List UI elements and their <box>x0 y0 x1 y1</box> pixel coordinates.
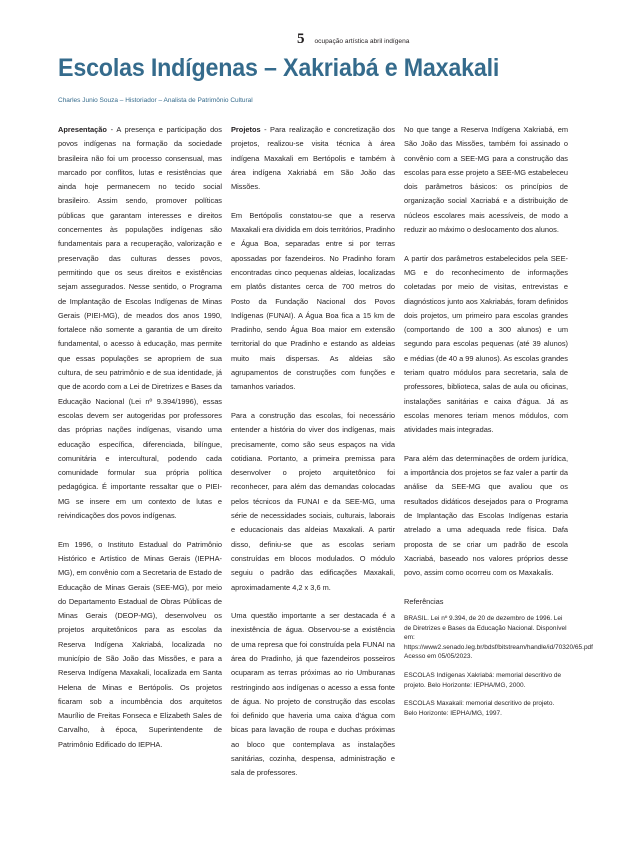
reference-item: BRASIL. Lei nº 9.394, de 20 de dezembro de 1996. Lei de Diretrizes e Bases da Educação Nacional. Disponível em: https://www2.senado.leg.br/bdsf/bitstream/handle/id/70320/65.pdf Acesso em 05/05/2023. <box>404 615 593 661</box>
text-column-1 <box>58 123 222 766</box>
article-title: Escolas Indígenas – Xakriabá e Maxakali <box>58 54 500 82</box>
paragraph-text: - A presença e participação dos povos indígenas na formação da sociedade brasileira não foi um processo consensual, mas marcado por conflitos, lutas e resistências que ainda hoje permanecem no tecido social brasileiro. Assim sendo, promover políticas públicas que garantam interesses e direitos concernentes às populações indígenas são fundamentais para a recuperação, valorização e preservação das culturas desses povos, permitindo que os seus direitos e existências sejam assegurados. Nesse sentido, o Programa de Implantação de Escolas Indígenas de Minas Gerais (PIEI-MG), de meados dos anos 1990, fortalece não somente a garantia de um direito fundamental, o acesso à educação, mas permite que essas populações se apropriem de sua cultura, de seu patrimônio e de sua identidade, já que de acordo com a Lei de Diretrizes e Bases da Educação Nacional (Lei nº 9.394/1996), essas escolas devem ser autogeridas por professores das próprias nações indígenas, visando uma educação específica, diferenciada, bilíngue, comunitária e intercultural, podendo cada comunidade formular sua própria política pedagógica. É importante ressaltar que o PIEI-MG se insere em um contexto de lutas e reivindicações dos povos indígenas. <box>58 125 222 521</box>
paragraph-text: - Para realização e concretização dos projetos, realizou-se visita técnica à área indígena Maxakali em Bertópolis e também à área indígena Xakriabá em São João das Missões. <box>231 125 395 192</box>
page-header <box>297 31 409 48</box>
article-authors: Charles Junio Souza – Historiador – Analista de Patrimônio Cultural <box>58 97 253 104</box>
paragraph: Em Bertópolis constatou-se que a reserva Maxakali era dividida em dois territórios, Pradinho e Água Boa, separadas entre si por terras apossadas por fazendeiros. No Pradinho foram encontradas cinco pequenas aldeias, localizadas em platôs distantes cerca de 700 metros do Posto da Fundação Nacional dos Povos Indígenas (FUNAI). A Água Boa fica a 15 km de Pradinho, sendo Água Boa maior em extensão territorial do que Pradinho e estando as aldeias muito mais dispersas. As aldeias são agrupamentos de construções com funções e tamanhos variados. <box>231 210 395 392</box>
text-column-2 <box>231 123 395 795</box>
paragraph: Para além das determinações de ordem jurídica, a importância dos projetos se faz valer a partir da análise da SEE-MG que avaliou que os resultados didáticos desejados para o Programa de Implantação das Escolas Indígenas estaria atrelado a uma adequada rede física. Dafa proposta de se criar um padrão de escola Xacriabá, baseado nos valores próprios desse povo, assim como ocorreu com os Maxakalis. <box>404 453 568 578</box>
page-number: 5 <box>297 31 305 47</box>
paragraph: Em 1996, o Instituto Estadual do Patrimônio Histórico e Artístico de Minas Gerais (IEPHA-MG), em convênio com a Secretaria de Estado de Educação de Minas Gerais (SEE-MG), por meio do Departamento Estadual de Obras Públicas de Minas Gerais (DEOP-MG), desenvolveu os projetos arquitetônicos para as escolas da Reserva Indígena Xakriabá, localizada no município de São João das Missões, e para a Reserva Indígena Maxakali, localizada em Santa Helena de Minas e Bertópolis. Os projetos ficaram sob a incumbência dos arquitetos Maurílio de Freitas Fonseca e Elizabeth Sales de Carvalho, à época, Superintendente de Patrimônio Edificado do IEPHA. <box>58 539 222 749</box>
section-lead-projetos: Projetos <box>231 125 261 134</box>
reference-item: ESCOLAS Maxakali: memorial descritivo de projeto. Belo Horizonte: IEPHA/MG, 1997. <box>404 700 555 717</box>
paragraph-projetos <box>231 123 395 194</box>
running-title: ocupação artística abril indígena <box>314 38 410 45</box>
paragraph: Uma questão importante a ser destacada é a inexistência de água. Observou-se a existência de uma represa que foi construída pela FUNAI na área do Pradinho, já que fazendeiros posseiros ocuparam as terras próximas ao rio Umburanas restringindo aos indígenas o acesso a essa fonte de água. No projeto de construção das escolas foi definido que haveria uma caixa d'água com bicas para lavação de roupa e duchas próximas ao bloco que contemplava as instalações sanitárias, cozinha, despensa, administração e sala de professores. <box>231 611 395 778</box>
paragraph-apresentacao <box>58 123 222 523</box>
references-heading: Referências <box>404 596 444 606</box>
paragraph: A partir dos parâmetros estabelecidos pela SEE-MG e do reconhecimento de informações coletadas por meio de visitas, entrevistas e diagnósticos junto aos Xakriabás, foram definidos dois projetos, um primeiro para escolas grandes (comportando de 100 a 300 alunos) e um segundo para escolas pequenas (até 39 alunos) e médias (de 40 a 99 alunos). As escolas grandes teriam quatro módulos para secretaria, sala de professores, biblioteca, salas de aula ou oficinas, instalações sanitárias e caixa d'água. Já as escolas menores teriam menos módulos, com atividades mais integradas. <box>404 253 568 435</box>
section-lead-apresentacao: Apresentação <box>58 125 107 134</box>
paragraph: No que tange a Reserva Indígena Xakriabá, em São João das Missões, também foi assinado o convênio com a SEE-MG para a construção das escolas para esse projeto a SEE-MG estabeleceu dois parâmetros básicos: os princípios de organização social Xacriabá e a distribuição de núcleos escolares mais acessíveis, de modo a reduzir ao máximo o deslocamento dos alunos. <box>404 125 568 235</box>
paragraph: Para a construção das escolas, foi necessário entender a história do viver dos indígenas, mais precisamente, como são seus espaços na vida cotidiana. Portanto, a primeira premissa para desenvolver o projeto arquitetônico foi reconhecer, para além das demandas colocadas pelos técnicos da FUNAI e da SEE-MG, uma série de necessidades sociais, culturais, laborais e educacionais das aldeias Maxakali. A partir disso, definiu-se que as escolas seriam construídas em blocos modulados. O módulo seguiu o padrão das edificações Maxakali, aproximadamente 4,2 x 3,6 m. <box>231 410 395 592</box>
reference-item: ESCOLAS Indígenas Xakriabá: memorial descritivo de projeto. Belo Horizonte: IEPHA/MG, 2000. <box>404 672 562 689</box>
text-column-3 <box>404 123 593 727</box>
